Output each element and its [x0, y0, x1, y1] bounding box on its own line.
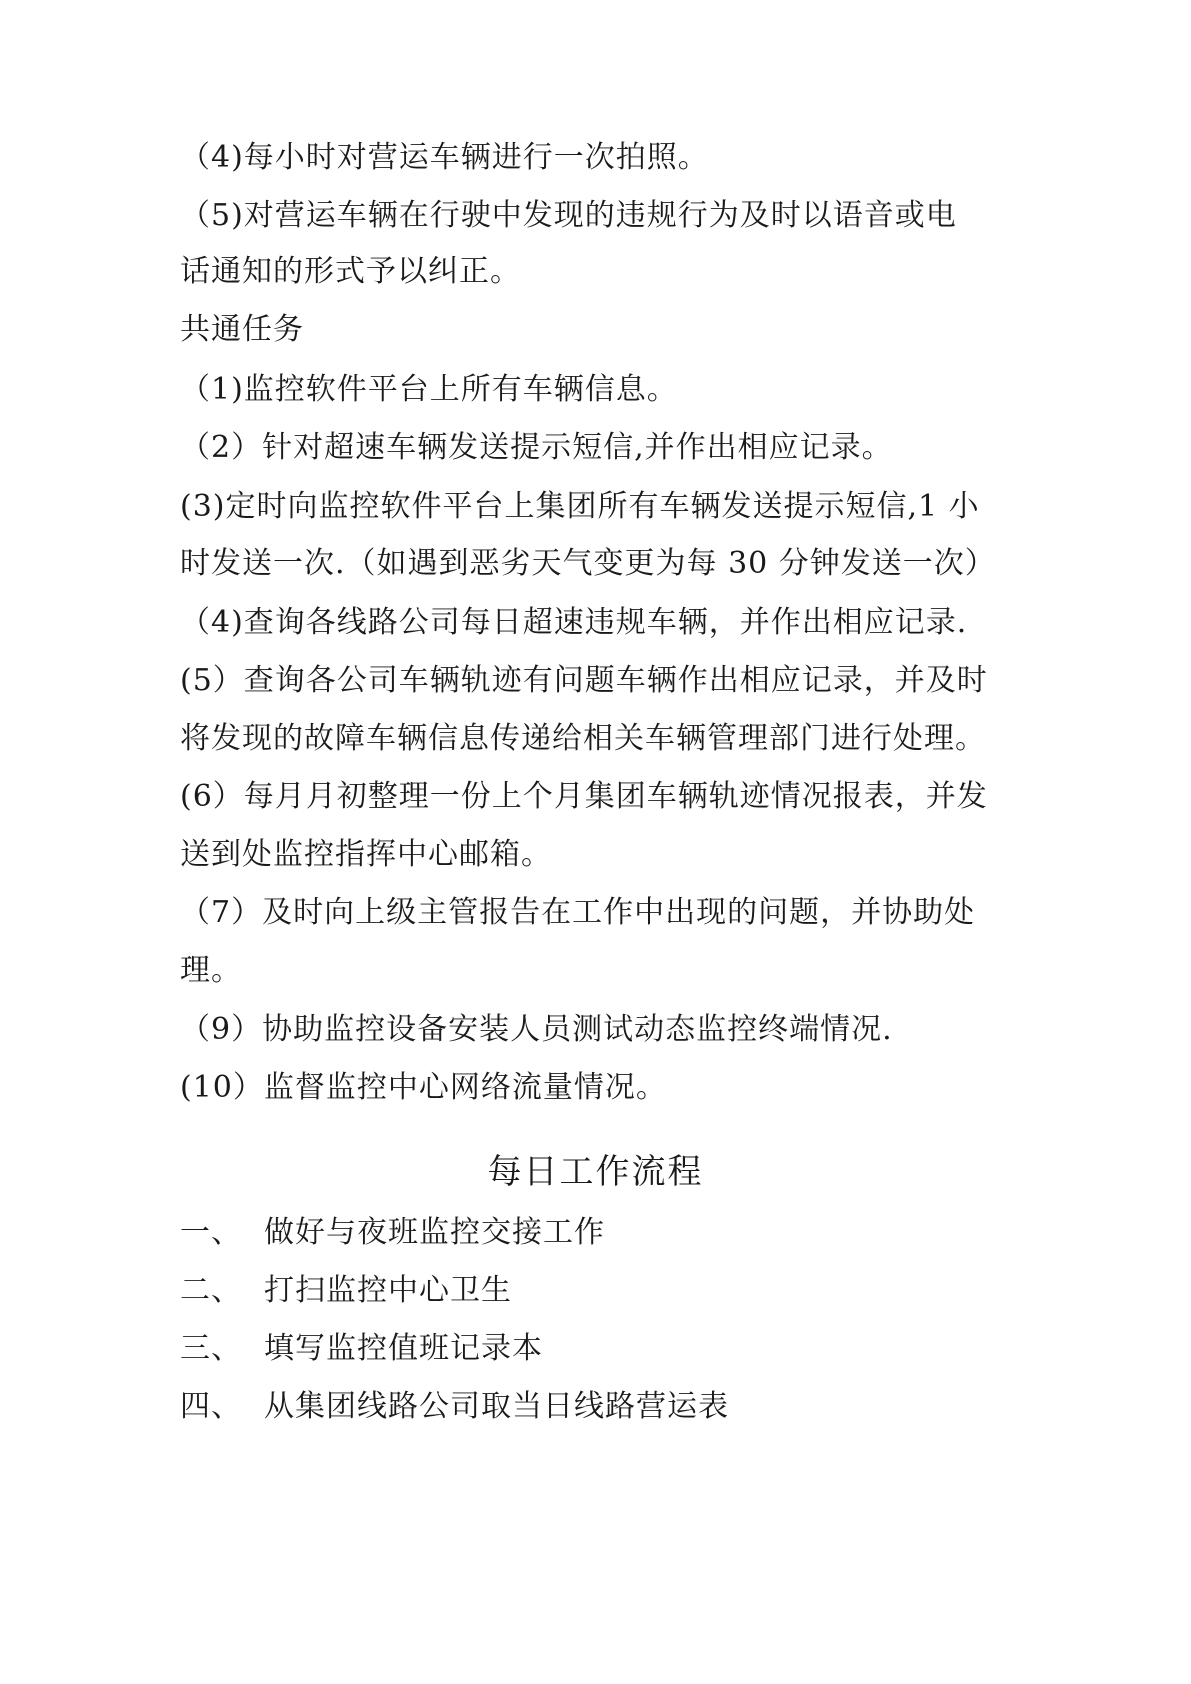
- text-line: （9）协助监控设备安装人员测试动态监控终端情况.: [180, 1012, 893, 1047]
- step-item: [180, 1213, 1020, 1253]
- step-number: 三、: [180, 1331, 242, 1366]
- text-line: 时发送一次.（如遇到恶劣天气变更为每 30 分钟发送一次）: [180, 546, 996, 581]
- text-line: （2）针对超速车辆发送提示短信,并作出相应记录。: [180, 430, 893, 465]
- text-line: 话通知的形式予以纠正。: [180, 254, 521, 289]
- step-item: [180, 1387, 1020, 1427]
- step-text: 从集团线路公司取当日线路营运表: [264, 1389, 729, 1424]
- text-line: 将发现的故障车辆信息传递给相关车辆管理部门进行处理。: [180, 721, 986, 756]
- text-line: （4)查询各线路公司每日超速违规车辆，并作出相应记录.: [180, 605, 968, 640]
- text-line: (10）监督监控中心网络流量情况。: [180, 1070, 667, 1105]
- step-text: 做好与夜班监控交接工作: [264, 1215, 605, 1250]
- text-line: (5）查询各公司车辆轨迹有问题车辆作出相应记录，并及时: [180, 663, 988, 698]
- step-item: [180, 1271, 1020, 1311]
- step-text: 填写监控值班记录本: [264, 1331, 543, 1366]
- step-number: 一、: [180, 1215, 242, 1250]
- section-label: 共通任务: [180, 312, 304, 347]
- text-line: （4)每小时对营运车辆进行一次拍照。: [180, 140, 709, 175]
- text-line: 理。: [180, 953, 242, 988]
- text-line: （5)对营运车辆在行驶中发现的违规行为及时以语音或电: [180, 198, 957, 233]
- text-line: （7）及时向上级主管报告在工作中出现的问题，并协助处: [180, 895, 976, 930]
- step-text: 打扫监控中心卫生: [264, 1273, 512, 1308]
- text-line: (6）每月月初整理一份上个月集团车辆轨迹情况报表，并发: [180, 779, 988, 814]
- text-line: 送到处监控指挥中心邮箱。: [180, 837, 552, 872]
- section-title: 每日工作流程: [487, 1152, 704, 1192]
- text-line: (3)定时向监控软件平台上集团所有车辆发送提示短信,1 小: [180, 489, 980, 524]
- step-number: 四、: [180, 1389, 242, 1424]
- text-line: （1)监控软件平台上所有车辆信息。: [180, 372, 678, 407]
- step-item: [180, 1329, 1020, 1369]
- step-number: 二、: [180, 1273, 242, 1308]
